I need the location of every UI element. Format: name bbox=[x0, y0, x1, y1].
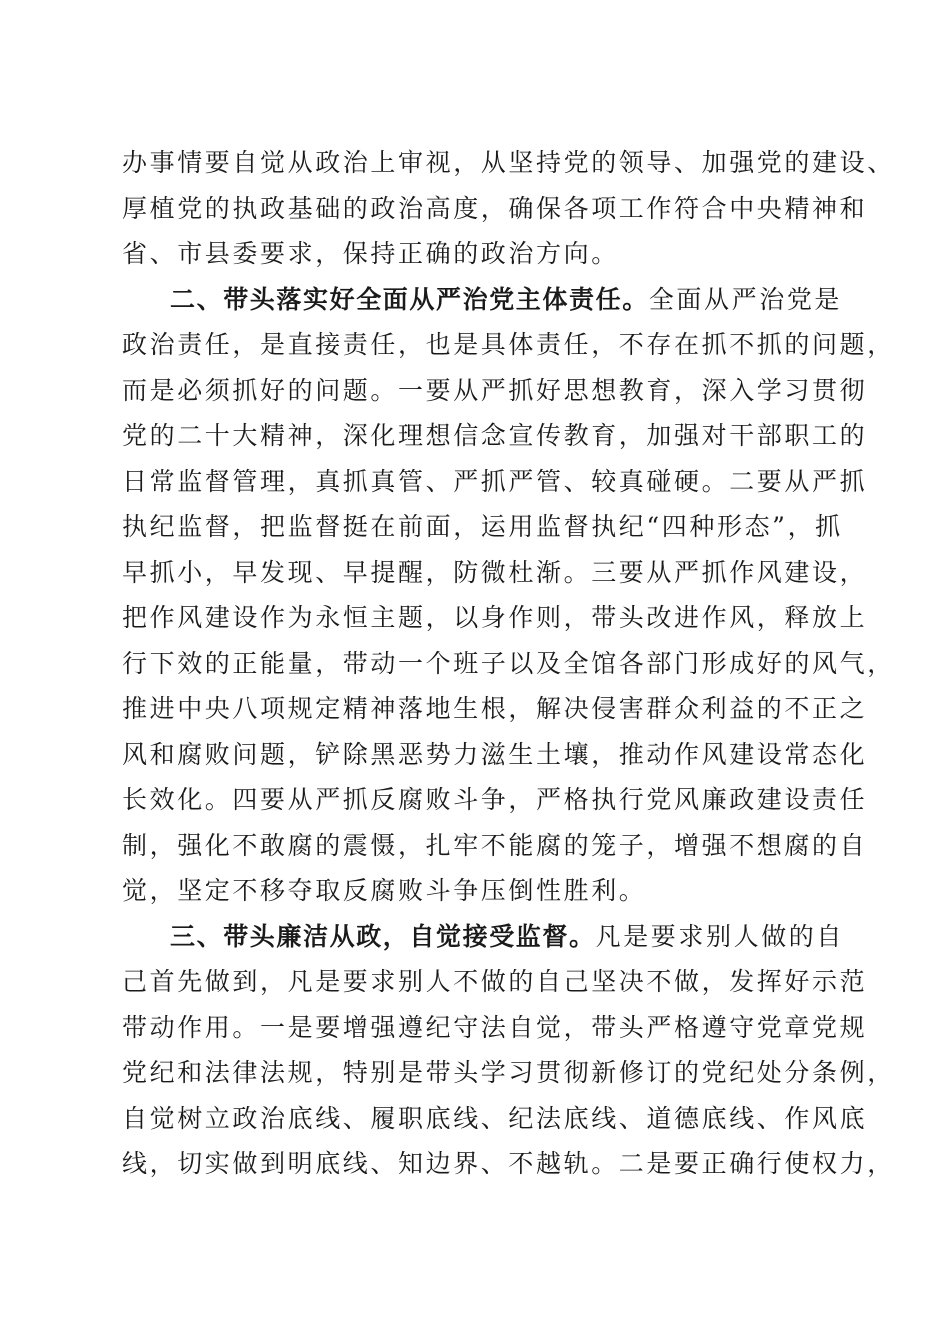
text-line: 政治责任，是直接责任，也是具体责任，不存在抓不抓的问题， bbox=[122, 330, 895, 359]
text-line: 而是必须抓好的问题。一要从严抓好思想教育，深入学习贯彻 bbox=[122, 375, 868, 405]
paragraph-first-line bbox=[122, 914, 845, 960]
text-line: 推进中央八项规定精神落地生根，解决侵害群众利益的不正之 bbox=[122, 694, 868, 723]
text-line: 厚植党的执政基础的政治高度，确保各项工作符合中央精神和 bbox=[122, 193, 868, 223]
text-run: 全面从严治党是 bbox=[648, 284, 843, 314]
text-line: 办事情要自觉从政治上审视，从坚持党的领导、加强党的建设、 bbox=[122, 148, 895, 177]
text-line: 自觉树立政治底线、履职底线、纪法底线、道德底线、作风底 bbox=[122, 1103, 868, 1133]
text-line: 觉，坚定不移夺取反腐败斗争压倒性胜利。 bbox=[122, 876, 647, 905]
section-heading: 二、带头落实好全面从严治党主体责任。 bbox=[170, 284, 649, 314]
text-line: 省、市县委要求，保持正确的政治方向。 bbox=[122, 239, 619, 268]
text-line: 长效化。四要从严抓反腐败斗争，严格执行党风廉政建设责任 bbox=[122, 785, 868, 814]
text-line: 行下效的正能量，带动一个班子以及全馆各部门形成好的风气， bbox=[122, 648, 895, 678]
paragraph-1 bbox=[122, 140, 895, 277]
paragraph-first-line bbox=[122, 277, 842, 323]
text-line: 早抓小，早发现、早提醒，防微杜渐。三要从严抓作风建设， bbox=[122, 557, 868, 587]
section-heading: 三、带头廉洁从政，自觉接受监督。 bbox=[170, 921, 596, 951]
paragraph-3 bbox=[122, 914, 895, 1187]
document-body bbox=[122, 140, 895, 1187]
text-line: 党纪和法律法规，特别是带头学习贯彻新修订的党纪处分条例， bbox=[122, 1058, 895, 1087]
text-line: 执纪监督，把监督挺在前面，运用监督执纪“四种形态”，抓 bbox=[122, 512, 843, 541]
paragraph-2 bbox=[122, 277, 895, 914]
text-line: 把作风建设作为永恒主题，以身作则，带头改进作风，释放上 bbox=[122, 603, 868, 632]
text-line: 带动作用。一是要增强遵纪守法自觉，带头严格遵守党章党规 bbox=[122, 1012, 868, 1042]
text-line: 党的二十大精神，深化理想信念宣传教育，加强对干部职工的 bbox=[122, 421, 868, 450]
text-line: 风和腐败问题，铲除黑恶势力滋生土壤，推动作风建设常态化 bbox=[122, 739, 868, 769]
text-line: 制，强化不敢腐的震慑，扎牢不能腐的笼子，增强不想腐的自 bbox=[122, 830, 868, 860]
text-run: 凡是要求别人做的自 bbox=[595, 921, 845, 951]
text-line: 日常监督管理，真抓真管、严抓严管、较真碰硬。二要从严抓 bbox=[122, 466, 868, 496]
text-line: 线，切实做到明底线、知边界、不越轨。二是要正确行使权力， bbox=[122, 1149, 895, 1178]
text-line: 己首先做到，凡是要求别人不做的自己坚决不做，发挥好示范 bbox=[122, 967, 868, 996]
